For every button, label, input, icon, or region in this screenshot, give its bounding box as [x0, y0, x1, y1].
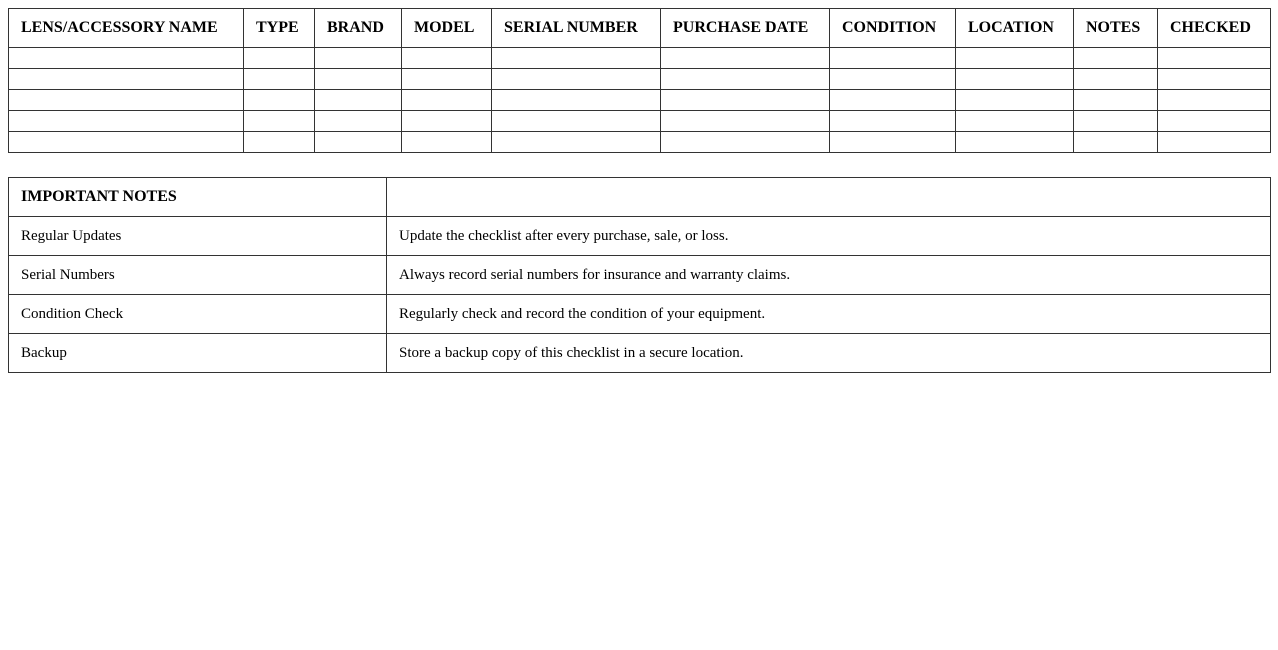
note-row [9, 334, 1271, 373]
table-row [9, 69, 1271, 90]
table-cell[interactable] [1158, 111, 1271, 132]
table-cell[interactable] [315, 69, 402, 90]
table-cell[interactable] [1074, 111, 1158, 132]
table-cell[interactable] [402, 132, 492, 153]
note-text: Update the checklist after every purchase, sale, or loss. [387, 217, 1271, 256]
table-cell[interactable] [492, 48, 661, 69]
note-text: Store a backup copy of this checklist in a secure location. [387, 334, 1271, 373]
table-cell[interactable] [661, 48, 830, 69]
table-cell[interactable] [1074, 90, 1158, 111]
table-cell[interactable] [1158, 48, 1271, 69]
table-cell[interactable] [661, 90, 830, 111]
table-cell[interactable] [244, 69, 315, 90]
inventory-table [8, 8, 1271, 153]
table-row [9, 132, 1271, 153]
table-cell[interactable] [315, 132, 402, 153]
table-cell[interactable] [492, 132, 661, 153]
column-header-location: LOCATION [956, 9, 1074, 48]
column-header-checked: CHECKED [1158, 9, 1271, 48]
table-cell[interactable] [244, 111, 315, 132]
table-cell[interactable] [830, 69, 956, 90]
table-cell[interactable] [244, 132, 315, 153]
table-cell[interactable] [956, 69, 1074, 90]
column-header-serial-number: SERIAL NUMBER [492, 9, 661, 48]
column-header-name: LENS/ACCESSORY NAME [9, 9, 244, 48]
table-cell[interactable] [1074, 132, 1158, 153]
table-cell[interactable] [9, 111, 244, 132]
table-cell[interactable] [830, 48, 956, 69]
column-header-condition: CONDITION [830, 9, 956, 48]
note-row [9, 217, 1271, 256]
column-header-notes: NOTES [1074, 9, 1158, 48]
table-cell[interactable] [956, 90, 1074, 111]
table-cell[interactable] [402, 69, 492, 90]
inventory-header-row [9, 9, 1271, 48]
important-notes-table [8, 177, 1271, 373]
notes-header-value [387, 178, 1271, 217]
table-cell[interactable] [492, 69, 661, 90]
table-cell[interactable] [1074, 48, 1158, 69]
table-cell[interactable] [661, 69, 830, 90]
table-cell[interactable] [661, 111, 830, 132]
table-cell[interactable] [315, 111, 402, 132]
note-label: Backup [9, 334, 387, 373]
table-cell[interactable] [244, 90, 315, 111]
table-cell[interactable] [830, 132, 956, 153]
table-cell[interactable] [1074, 69, 1158, 90]
table-cell[interactable] [244, 48, 315, 69]
table-cell[interactable] [9, 90, 244, 111]
note-row [9, 295, 1271, 334]
table-cell[interactable] [9, 69, 244, 90]
table-cell[interactable] [1158, 132, 1271, 153]
table-cell[interactable] [315, 90, 402, 111]
table-cell[interactable] [492, 111, 661, 132]
table-cell[interactable] [1158, 90, 1271, 111]
notes-header-title: IMPORTANT NOTES [9, 178, 387, 217]
note-text: Always record serial numbers for insurance and warranty claims. [387, 256, 1271, 295]
table-cell[interactable] [661, 132, 830, 153]
table-cell[interactable] [830, 111, 956, 132]
column-header-model: MODEL [402, 9, 492, 48]
table-cell[interactable] [402, 48, 492, 69]
table-cell[interactable] [402, 111, 492, 132]
table-cell[interactable] [1158, 69, 1271, 90]
table-row [9, 111, 1271, 132]
note-row [9, 256, 1271, 295]
column-header-brand: BRAND [315, 9, 402, 48]
table-cell[interactable] [492, 90, 661, 111]
table-cell[interactable] [830, 90, 956, 111]
column-header-type: TYPE [244, 9, 315, 48]
column-header-purchase-date: PURCHASE DATE [661, 9, 830, 48]
table-cell[interactable] [956, 48, 1074, 69]
note-text: Regularly check and record the condition of your equipment. [387, 295, 1271, 334]
note-label: Condition Check [9, 295, 387, 334]
table-cell[interactable] [9, 48, 244, 69]
table-row [9, 48, 1271, 69]
table-cell[interactable] [956, 111, 1074, 132]
table-cell[interactable] [315, 48, 402, 69]
table-cell[interactable] [9, 132, 244, 153]
table-cell[interactable] [402, 90, 492, 111]
table-cell[interactable] [956, 132, 1074, 153]
table-row [9, 90, 1271, 111]
notes-header-row [9, 178, 1271, 217]
note-label: Serial Numbers [9, 256, 387, 295]
note-label: Regular Updates [9, 217, 387, 256]
